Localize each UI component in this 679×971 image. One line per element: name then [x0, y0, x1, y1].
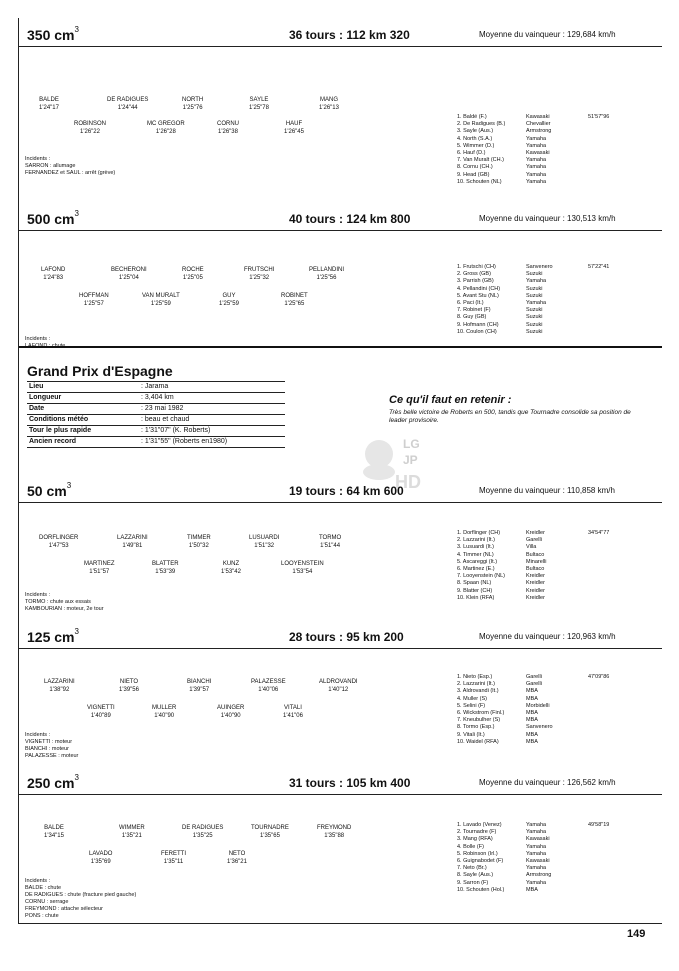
result-row: 4. Muller (S) MBA — [457, 695, 538, 702]
grid-entry: LAFOND 1'24"83 — [41, 267, 66, 281]
grid-entry: HOFFMAN 1'25"57 — [79, 293, 109, 307]
winner-average: Moyenne du vainqueur : 120,963 km/h — [479, 632, 616, 641]
info-row: Date : 23 mai 1982 — [27, 404, 285, 415]
grid-entry: SAYLE 1'25"78 — [249, 97, 269, 111]
grid-entry: LAZZARINI 1'49"81 — [117, 535, 148, 549]
result-row: 1. Dorflinger (CH) Kreidler 34'54"77 — [457, 530, 610, 536]
result-row: 7. Neto (Br.) Yamaha — [457, 865, 547, 872]
result-row: 4. Pellandini (CH) Suzuki — [457, 285, 543, 292]
retenir-text: Très belle victoire de Roberts en 500, tandis que Tournadre consolide sa position de leader provisoire. — [389, 409, 631, 424]
grid-entry: TOURNADRE 1'35"65 — [251, 825, 289, 839]
grid-entry: CORNU 1'26"38 — [217, 121, 239, 135]
grid-entry: NIETO 1'39"56 — [119, 679, 139, 693]
result-row: 1. Lavado (Venez) Yamaha 49'58"19 — [457, 822, 610, 828]
info-row: Ancien record : 1'31"55" (Roberts en1980) — [27, 437, 285, 448]
result-row: 7. Robinet (F) Suzuki — [457, 307, 543, 314]
watermark-text-1: LG — [403, 437, 420, 451]
results-list — [457, 674, 657, 746]
grid-entry: DE RADIGUES 1'35"25 — [182, 825, 224, 839]
page-number: 149 — [627, 928, 646, 940]
grid-entry: NETO 1'36"21 — [227, 851, 247, 865]
grid-entry: BALDE 1'34"15 — [44, 825, 64, 839]
grid-entry: VITALI 1'41"06 — [283, 705, 303, 719]
grid-entry: BIANCHI 1'39"57 — [187, 679, 212, 693]
laps-distance: 19 tours : 64 km 600 — [289, 484, 404, 498]
section-divider — [19, 346, 662, 348]
result-row: 2. De Radigues (B.) Chevallier — [457, 121, 551, 128]
grid-entry: LOOYENSTEIN 1'53"54 — [281, 561, 324, 575]
result-row: 8. Guy (GB) Suzuki — [457, 314, 543, 321]
grid-entry: TIMMER 1'50"32 — [187, 535, 211, 549]
result-row: 6. Guignabodet (F) Kawasaki — [457, 857, 550, 864]
result-row: 8. Sayle (Aus.) Armstrong — [457, 872, 552, 879]
result-row: 5. Ascareggi (It.) Minarelli — [457, 558, 547, 565]
result-row: 4. Bolle (F) Yamaha — [457, 843, 547, 850]
grid-entry: DORFLINGER 1'47"53 — [39, 535, 79, 549]
result-row: 8. Cornu (CH.) Yamaha — [457, 164, 547, 171]
grid-entry: FRUTSCHI 1'25"32 — [244, 267, 275, 281]
divider — [19, 230, 662, 231]
result-row: 8. Spaan (NL) Kreidler — [457, 580, 545, 587]
category-title: 250 $cm^3$ — [27, 773, 79, 791]
watermark-text-3: HD — [395, 472, 421, 492]
grid-entry: MULLER 1'40"90 — [152, 705, 177, 719]
incidents: Incidents : TORMO : chute aux essais KAMBOURIAN : moteur, 2e tour — [25, 592, 104, 612]
grid-entry: WIMMER 1'35"21 — [119, 825, 145, 839]
grid-entry: ROBINSON 1'26"22 — [74, 121, 107, 135]
result-row: 9. Head (GB) Yamaha — [457, 171, 547, 178]
grid-entry: FERETTI 1'35"11 — [161, 851, 186, 865]
grid-entry: NORTH 1'25"76 — [182, 97, 204, 111]
info-row: Lieu : Jarama — [27, 382, 285, 393]
result-row: 6. Martinez (E.) Bultaco — [457, 565, 545, 572]
result-row: 5. Wimmer (D.) Yamaha — [457, 142, 547, 149]
winner-average: Moyenne du vainqueur : 129,684 km/h — [479, 30, 616, 39]
result-row: 9. Sarron (F) Yamaha — [457, 879, 547, 886]
divider — [19, 46, 662, 47]
grid-entry: PALAZESSE 1'40"06 — [251, 679, 286, 693]
grid-entry: DE RADIGUES 1'24"44 — [107, 97, 149, 111]
result-row: 9. Blatter (CH) Kreidler — [457, 587, 545, 594]
results-list — [457, 822, 657, 894]
watermark-text-2: JP — [403, 453, 418, 467]
incidents: Incidents : — [25, 336, 51, 342]
result-row: 4. North (S.A.) Yamaha — [457, 135, 547, 142]
grid-entry: LUSUARDI 1'51"32 — [249, 535, 280, 549]
grid-entry: AUINGER 1'40"90 — [217, 705, 245, 719]
divider — [19, 502, 662, 503]
result-row: 7. Van Muralt (CH.) Yamaha — [457, 157, 547, 164]
category-title: 125 $cm^3$ — [27, 627, 79, 645]
result-row: 5. Selini (F) Morbidelli — [457, 702, 550, 709]
grid-entry: ALDROVANDI 1'40"12 — [319, 679, 358, 693]
result-row: 10. Waidel (RFA) MBA — [457, 738, 538, 745]
category-title: 500 $cm^3$ — [27, 209, 79, 227]
category-500 — [19, 208, 662, 358]
grid-entry: TORMO 1'51"44 — [319, 535, 342, 549]
result-row: 10. Coulon (CH) Suzuki — [457, 328, 543, 335]
result-row: 3. Sayle (Aus.) Armstrong — [457, 128, 552, 135]
result-row: 3. Lusuardi (It.) Villa — [457, 544, 537, 551]
result-row: 1. Nieto (Esp.) Garelli 47'09"86 — [457, 674, 610, 680]
result-row: 9. Vitali (It.) MBA — [457, 731, 538, 738]
grid-entry: PELLANDINI 1'25"56 — [309, 267, 345, 281]
grid-entry: KUNZ 1'53"42 — [221, 561, 241, 575]
result-row: 4. Timmer (NL) Bultaco — [457, 551, 545, 558]
grid-entry: GUY 1'25"59 — [219, 293, 239, 307]
result-row: 1. Baldé (F.) Kawasaki 51'57"96 — [457, 114, 610, 120]
result-row: 9. Hofmann (CH) Suzuki — [457, 321, 543, 328]
retenir-heading: Ce qu'il faut en retenir : — [389, 394, 512, 406]
grid-entry: LAVADO 1'35"69 — [89, 851, 113, 865]
grid-entry: VAN MURALT 1'25"59 — [142, 293, 180, 307]
result-row: 2. Lazzarini (It.) Garelli — [457, 681, 542, 688]
info-row: Tour le plus rapide : 1'31"07" (K. Roberts) — [27, 426, 285, 437]
result-row: 5. Robinson (Irl.) Yamaha — [457, 850, 547, 857]
category-header — [19, 480, 662, 502]
result-row: 2. Tournadre (F) Yamaha — [457, 829, 547, 836]
category-125 — [19, 626, 662, 776]
winner-average: Moyenne du vainqueur : 126,562 km/h — [479, 778, 616, 787]
result-row: 3. Parrish (GB) Yamaha — [457, 278, 547, 285]
grid-entry: BECHERONI 1'25"04 — [111, 267, 147, 281]
category-header — [19, 24, 662, 46]
result-row: 7. Looyenstein (NL) Kreidler — [457, 573, 545, 580]
result-row: 6. Hauf (D.) Kawasaki — [457, 149, 550, 156]
info-row: Conditions météo : beau et chaud — [27, 415, 285, 426]
incidents: Incidents : BALDE : chute DE RADIGUES : chute (fracture pied gauche) CORNU : serrage FREYMOND : attache sélecteur PONS : chute — [25, 878, 137, 919]
result-row: 3. Mang (RFA) Kawasaki — [457, 836, 550, 843]
grand-prix-title: Grand Prix d'Espagne — [27, 363, 173, 379]
results-list — [457, 114, 657, 186]
results-page — [18, 18, 662, 924]
result-row: 2. Gross (GB) Suzuki — [457, 271, 543, 278]
result-row: 6. Wickstrom (Finl.) MBA — [457, 709, 538, 716]
laps-distance: 31 tours : 105 km 400 — [289, 776, 411, 790]
result-row: 8. Tormo (Esp.) Sanvenero — [457, 724, 553, 731]
info-row: Longueur : 3,404 km — [27, 393, 285, 404]
results-list — [457, 530, 657, 602]
result-row: 2. Lazzarini (It.) Garelli — [457, 537, 542, 544]
grid-entry: BLATTER 1'53"39 — [152, 561, 179, 575]
category-350 — [19, 24, 662, 214]
results-list — [457, 264, 657, 336]
grid-entry: ROCHE 1'25"05 — [182, 267, 204, 281]
laps-distance: 28 tours : 95 km 200 — [289, 630, 404, 644]
result-row: 10. Klein (RFA) Kreidler — [457, 594, 545, 601]
category-title: 50 $cm^3$ — [27, 481, 72, 499]
category-title: 350 $cm^3$ — [27, 25, 79, 43]
category-header — [19, 772, 662, 794]
category-250 — [19, 772, 662, 922]
category-header — [19, 626, 662, 648]
grid-entry: MARTINEZ 1'51"57 — [84, 561, 115, 575]
laps-distance: 36 tours : 112 km 320 — [289, 28, 410, 42]
result-row: 7. Kneubulher (S) MBA — [457, 717, 538, 724]
grand-prix-info-table — [27, 381, 285, 448]
grid-entry: VIGNETTI 1'40"89 — [87, 705, 115, 719]
result-row: 10. Schouten (NL) Yamaha — [457, 178, 547, 185]
result-row: 1. Frutschi (CH) Sanvenero 57'22"41 — [457, 264, 610, 270]
grid-entry: MC GREGOR 1'26"28 — [147, 121, 185, 135]
result-row: 3. Aldrovandi (It.) MBA — [457, 688, 538, 695]
divider — [19, 648, 662, 649]
incidents: Incidents : SARRON : allumage FERNANDEZ et SAUL : arrêt (grève) — [25, 156, 116, 176]
grid-entry: MANG 1'26"13 — [319, 97, 339, 111]
result-row: 5. Avant Stu (NL) Suzuki — [457, 292, 543, 299]
result-row: 10. Schouten (Hol.) MBA — [457, 886, 538, 893]
portrait-shape — [365, 440, 393, 468]
divider — [19, 794, 662, 795]
laps-distance: 40 tours : 124 km 800 — [289, 212, 411, 226]
result-row: 6. Paci (It.) Yamaha — [457, 299, 547, 306]
grid-entry: LAZZARINI 1'38"92 — [44, 679, 75, 693]
category-50 — [19, 480, 662, 630]
portrait-shoulders — [363, 464, 395, 480]
grid-entry: HAUF 1'26"45 — [284, 121, 304, 135]
winner-average: Moyenne du vainqueur : 110,858 km/h — [479, 486, 615, 495]
incidents: Incidents : VIGNETTI : moteur BIANCHI : moteur PALAZESSE : moteur — [25, 732, 79, 759]
winner-average: Moyenne du vainqueur : 130,513 km/h — [479, 214, 616, 223]
grid-entry: ROBINET 1'25"65 — [281, 293, 308, 307]
grid-entry: BALDE 1'24"17 — [39, 97, 59, 111]
grid-entry: FREYMOND 1'35"88 — [317, 825, 352, 839]
category-header — [19, 208, 662, 230]
